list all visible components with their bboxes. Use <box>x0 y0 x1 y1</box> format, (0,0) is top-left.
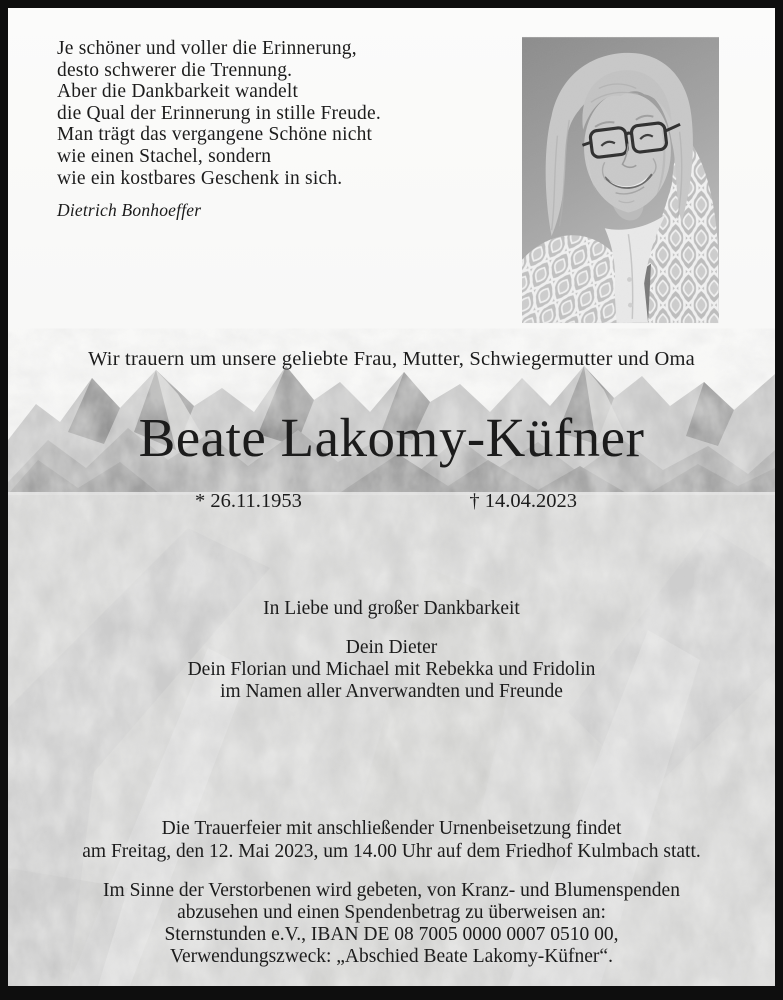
quote-line: Je schöner und voller die Erinnerung, <box>57 38 357 59</box>
birth-date: * 26.11.1953 <box>195 490 302 512</box>
quote-line: die Qual der Erinnerung in stille Freude. <box>57 102 381 124</box>
signature-line: im Namen aller Anverwandten und Freunde <box>220 681 563 702</box>
quote-line: wie einen Stachel, sondern <box>57 145 272 167</box>
gratitude-line: In Liebe und großer Dankbarkeit <box>263 598 520 619</box>
funeral-line: am Freitag, den 12. Mai 2023, um 14.00 Uhr auf dem Friedhof Kulmbach statt. <box>82 841 701 862</box>
funeral-line: Die Trauerfeier mit anschließender Urnenbeisetzung findet <box>161 818 622 839</box>
quote-line: desto schwerer die Trennung. <box>57 59 293 81</box>
life-dates <box>195 490 577 513</box>
quote-line: wie ein kostbares Geschenk in sich. <box>57 167 343 189</box>
notice-content <box>8 8 775 986</box>
death-date: † 14.04.2023 <box>469 490 577 512</box>
quote-line: Aber die Dankbarkeit wandelt <box>57 81 299 103</box>
portrait-photo <box>522 36 719 324</box>
donation-line: abzusehen und einen Spendenbetrag zu überweisen an: <box>177 902 606 923</box>
donation-line: Sternstunden e.V., IBAN DE 08 7005 0000 0007 0510 00, <box>164 924 619 945</box>
memorial-quote <box>57 38 381 222</box>
signature-line: Dein Florian und Michael mit Rebekka und Fridolin <box>187 659 596 680</box>
quote-attribution: Dietrich Bonhoeffer <box>57 200 202 221</box>
deceased-name: Beate Lakomy-Küfner <box>138 407 645 468</box>
signature-line: Dein Dieter <box>345 637 438 658</box>
quote-line: Man trägt das vergangene Schöne nicht <box>57 124 373 146</box>
donation-line: Verwendungszweck: „Abschied Beate Lakomy-Küfner“. <box>170 946 613 967</box>
portrait-illustration <box>522 36 719 324</box>
family-signatures <box>8 637 775 703</box>
funeral-info <box>8 817 775 863</box>
mourning-line: Wir trauern um unsere geliebte Frau, Mutter, Schwiegermutter und Oma <box>88 348 695 370</box>
donation-line: Im Sinne der Verstorbenen wird gebeten, von Kranz- und Blumenspenden <box>103 880 680 901</box>
donation-info <box>8 880 775 968</box>
